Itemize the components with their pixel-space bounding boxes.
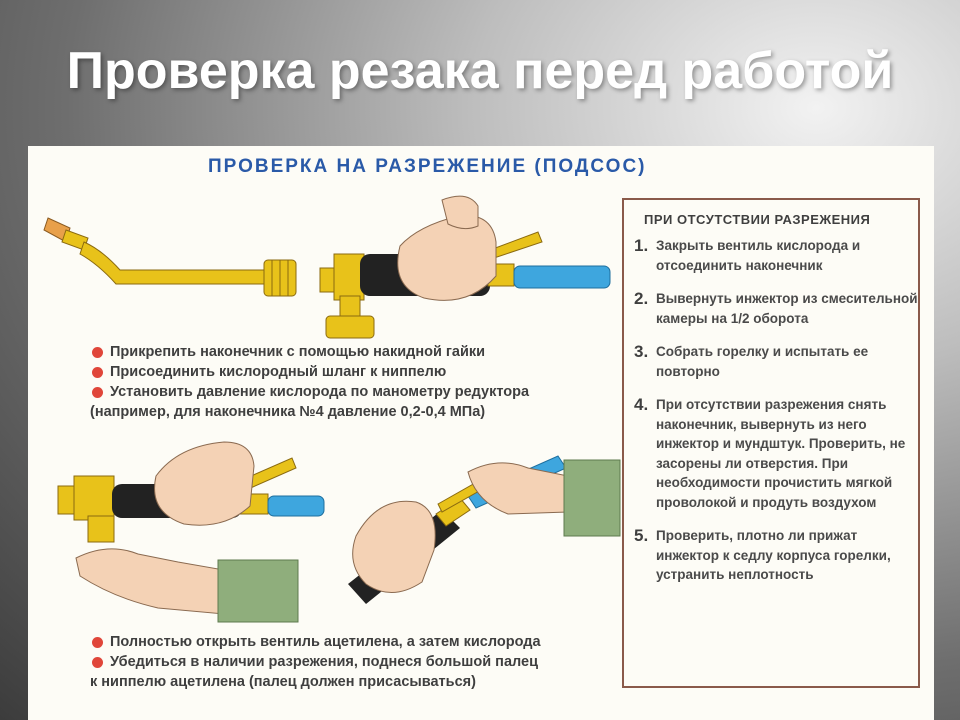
bullet-dot-icon xyxy=(92,387,103,398)
bullet-item: Полностью открыть вентиль ацетилена, а затем кислорода xyxy=(90,632,650,652)
troubleshooting-title: ПРИ ОТСУТСТВИИ РАЗРЕЖЕНИЯ xyxy=(644,212,871,227)
step-item xyxy=(634,289,918,328)
step-item xyxy=(634,236,918,275)
step-number: 4. xyxy=(634,395,649,414)
bullet-dot-icon xyxy=(92,347,103,358)
step-item xyxy=(634,342,918,381)
troubleshooting-box xyxy=(622,198,920,688)
bullet-item: Прикрепить наконечник с помощью накидной гайки xyxy=(90,342,650,362)
step-text: При отсутствии разрежения снять наконечник, вывернуть из него инжектор и мундштук. Проверить, не засорены ли отверстия. При необходимости прочистить мягкой проволокой и продуть воздухом xyxy=(656,397,906,510)
troubleshooting-steps xyxy=(634,236,918,599)
torch-disassembly-illustration xyxy=(348,456,620,604)
bullet-list-top xyxy=(90,342,650,422)
step-item xyxy=(634,395,918,512)
step-number: 1. xyxy=(634,236,649,255)
torch-body-illustration-2 xyxy=(58,442,324,622)
step-item xyxy=(634,526,918,585)
step-number: 3. xyxy=(634,342,649,361)
bullet-dot-icon xyxy=(92,657,103,668)
step-number: 2. xyxy=(634,289,649,308)
bullet-item: Присоединить кислородный шланг к ниппелю xyxy=(90,362,650,382)
slide-title: Проверка резака перед работой xyxy=(66,42,894,100)
panel-header: ПРОВЕРКА НА РАЗРЕЖЕНИЕ (ПОДСОС) xyxy=(208,156,647,177)
torch-body-illustration-1 xyxy=(320,196,610,338)
step-text: Собрать горелку и испытать ее повторно xyxy=(656,344,869,379)
bullet-continuation: к ниппелю ацетилена (палец должен присасываться) xyxy=(90,674,476,690)
step-text: Вывернуть инжектор из смесительной камеры на 1/2 оборота xyxy=(656,291,918,326)
step-number: 5. xyxy=(634,526,649,545)
bullet-dot-icon xyxy=(92,367,103,378)
step-text: Проверить, плотно ли прижат инжектор к седлу корпуса горелки, устранить неплотность xyxy=(656,528,891,582)
step-text: Закрыть вентиль кислорода и отсоединить наконечник xyxy=(656,238,861,273)
instruction-panel xyxy=(28,146,934,720)
bullet-item: Убедиться в наличии разрежения, поднеся большой палец xyxy=(90,652,650,672)
bullet-item: Установить давление кислорода по манометру редуктора xyxy=(90,382,650,402)
bullet-dot-icon xyxy=(92,637,103,648)
bullet-continuation: (например, для наконечника №4 давление 0,2-0,4 МПа) xyxy=(90,404,486,420)
bullet-list-bottom xyxy=(90,632,650,692)
torch-tip-illustration xyxy=(44,218,296,296)
